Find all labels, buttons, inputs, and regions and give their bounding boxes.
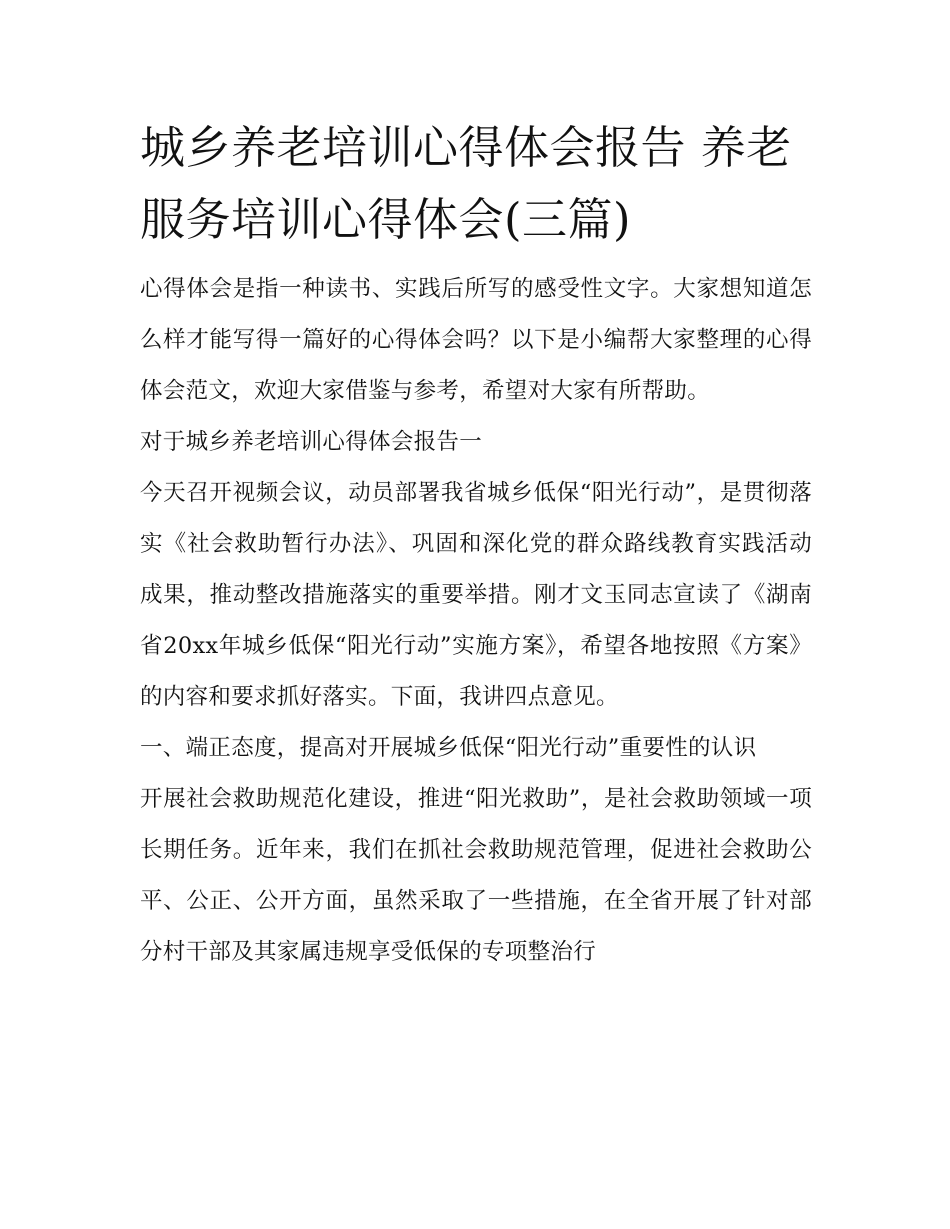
body-paragraph-meeting: 今天召开视频会议，动员部署我省城乡低保“阳光行动”，是贯彻落实《社会救助暂行办法》、巩固和深化党的群众路线教育实践活动成果，推动整改措施落实的重要举措。刚才文玉同志宣读了《湖南省20xx年城乡低保“阳光行动”实施方案》，希望各地按照《方案》的内容和要求抓好落实。下面，我讲四点意见。 [140, 480, 812, 710]
body-paragraph-sunshine-aid: 开展社会救助规范化建设，推进“阳光救助”，是社会救助领域一项长期任务。近年来，我们在抓社会救助规范管理，促进社会救助公平、公正、公开方面，虽然采取了一些措施，在全省开展了针对部分村干部及其家属违规享受低保的专项整治行 [140, 786, 812, 965]
document-title: 城乡养老培训心得体会报告 养老服务培训心得体会(三篇) [140, 121, 792, 246]
point-one-heading: 一、端正态度，提高对开展城乡低保“阳光行动”重要性的认识 [140, 735, 757, 761]
intro-paragraph: 心得体会是指一种读书、实践后所写的感受性文字。大家想知道怎么样才能写得一篇好的心得体会吗？以下是小编帮大家整理的心得体会范文，欢迎大家借鉴与参考，希望对大家有所帮助。 [140, 276, 812, 404]
section-heading-report-one: 对于城乡养老培训心得体会报告一 [140, 429, 483, 455]
document-body [140, 112, 812, 978]
